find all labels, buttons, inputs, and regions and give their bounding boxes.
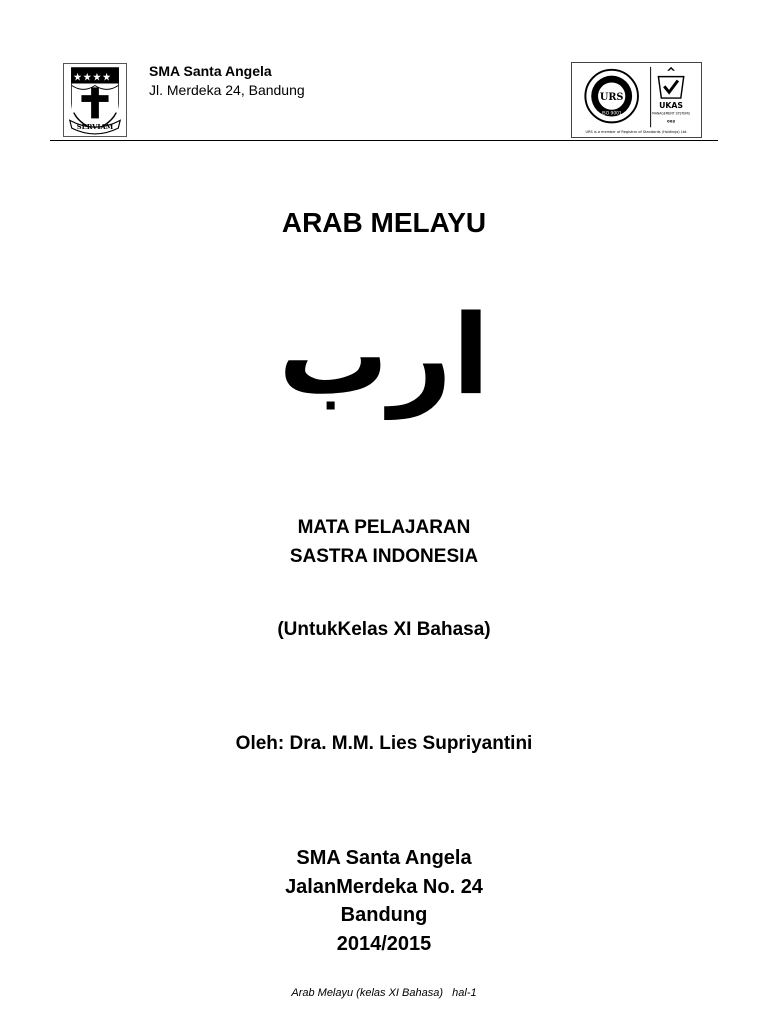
subject-block (0, 513, 768, 571)
arabic-title: ارب (278, 291, 490, 419)
ukas-mark-icon (652, 67, 690, 124)
document-title: ARAB MELAYU (281, 207, 487, 238)
ukas-subtext: MANAGEMENT SYSTEMS (652, 111, 690, 116)
certification-logos (571, 62, 702, 138)
cert-caption: URS is a member of Registrar of Standards (Holdings) Ltd. (585, 130, 688, 135)
iso-text: ISO 9001 (601, 111, 622, 117)
ukas-code: 003 (667, 118, 676, 124)
school-name-line: SMA Santa Angela (296, 847, 472, 869)
school-crest-logo (63, 63, 127, 137)
iso-ukas-certification-icon (572, 63, 701, 137)
school-street-line: JalanMerdeka No. 24 (285, 875, 483, 898)
crest-motto: SERVIAM (76, 123, 114, 132)
header-text (149, 62, 305, 100)
header-school-name: SMA Santa Angela (149, 63, 272, 79)
class-info: (UntukKelas XI Bahasa) (277, 619, 491, 640)
author-line: Oleh: Dra. M.M. Lies Supriyantini (235, 733, 533, 754)
school-year-line: 2014/2015 (336, 932, 432, 955)
urs-iso-seal-icon (585, 70, 638, 123)
ukas-text: UKAS (659, 100, 684, 110)
header-divider (50, 140, 718, 141)
subject-line-2: SASTRA INDONESIA (289, 546, 479, 567)
urs-text: URS (599, 92, 624, 103)
page-footer: Arab Melayu (kelas XI Bahasa) hal-1 (291, 987, 477, 999)
school-info-block (0, 844, 768, 958)
subject-line-1: MATA PELAJARAN (297, 517, 471, 538)
school-city-line: Bandung (340, 904, 428, 926)
page-header (50, 60, 718, 140)
header-school-address: Jl. Merdeka 24, Bandung (149, 82, 305, 98)
crest-shield-icon (64, 64, 126, 136)
